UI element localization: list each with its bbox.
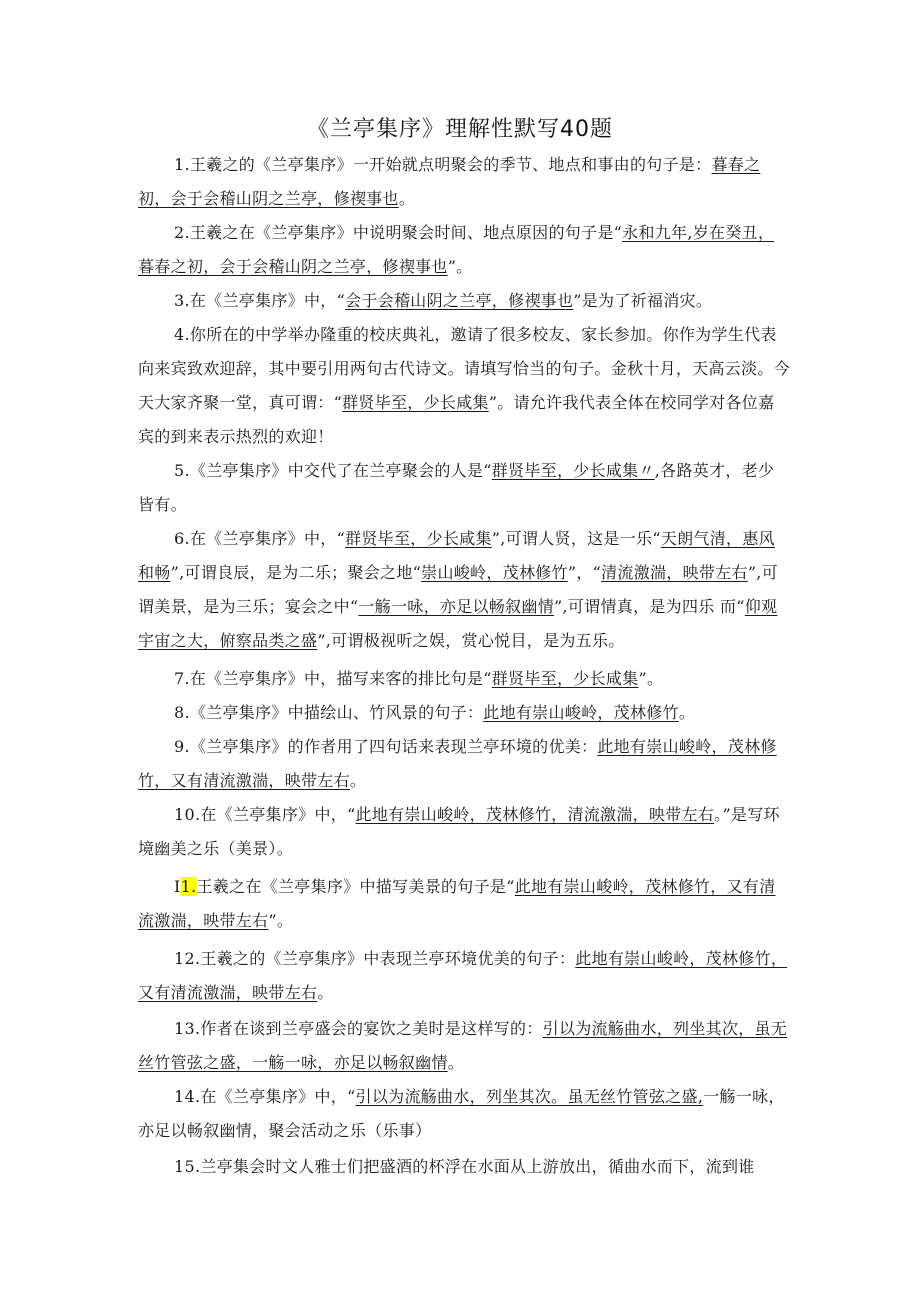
question-number: 3 [174, 291, 185, 310]
question-number: 7 [174, 669, 185, 688]
answer: 此地有崇山峻岭，茂林修竹，又有清流激湍，映带左右 [138, 949, 788, 1002]
question-number: 15 [174, 1157, 195, 1176]
question-10: 10.在《兰亭集序》中，“此地有崇山峻岭，茂林修竹，清流激湍，映带左右。”是写环境幽美之乐（美景）。 [138, 805, 780, 858]
answer: 此地有崇山峻岭，茂林修竹 [483, 703, 679, 722]
answer: 群贤毕至，少长咸集 [345, 529, 492, 548]
answer: 此地有崇山峻岭，茂林修竹，又有清流激湍，映带左右 [138, 737, 777, 790]
question-12: 12.王羲之的《兰亭集序》中表现兰亭环境优美的句子：此地有崇山峻岭，茂林修竹，又有清流激湍，映带左右。 [138, 949, 788, 1002]
question-3: 3.在《兰亭集序》中，“会于会稽山阴之兰亭，修禊事也”是为了祈福消灾。 [174, 291, 713, 310]
answer: 崇山峻岭，茂林修竹 [421, 563, 568, 582]
question-number: I [174, 877, 181, 896]
question-5: 5.《兰亭集序》中交代了在兰亭聚会的人是“群贤毕至，少长咸集〃,各路英才，老少皆有。 [138, 461, 775, 514]
answer: 群贤毕至，少长咸集〃 [491, 461, 655, 480]
answer: 暮春之初，会于会稽山阴之兰亭，修禊事也 [138, 155, 761, 208]
question-7: 7.在《兰亭集序》中，描写来客的排比句是“群贤毕至，少长咸集”。 [174, 669, 664, 688]
question-15: 15.兰亭集会时文人雅士们把盛酒的杯浮在水面从上游放出，循曲水而下，流到谁 [174, 1157, 755, 1176]
question-4: 4.你所在的中学举办隆重的校庆典礼，邀请了很多校友、家长参加。你作为学生代表向来宾致欢迎辞，其中要引用两句古代诗文。请填写恰当的句子。金秋十月，天高云淡。今天大家齐聚一堂，真可谓：“群贤毕至，少长咸集”。请允许我代表全体在校同学对各位嘉宾的到来表示热烈的欢迎！ [138, 325, 791, 446]
answer: 此地有崇山峻岭，茂林修竹，又有清流激湍，映带左右 [138, 877, 776, 930]
question-number: 8 [174, 703, 185, 722]
answer: 一觞一咏，亦足以畅叙幽情 [358, 597, 554, 616]
question-11: I1.王羲之在《兰亭集序》中描写美景的句子是“此地有崇山峻岭，茂林修竹，又有清流激湍，映带左右”。 [138, 877, 776, 930]
question-number: 12 [174, 949, 195, 968]
question-2: 2.王羲之在《兰亭集序》中说明聚会时间、地点原因的句子是“永和九年,岁在癸丑，暮春之初，会于会稽山阴之兰亭，修禊事也”。 [138, 223, 775, 276]
question-number: 4 [174, 325, 185, 344]
question-number: 6 [174, 529, 185, 548]
question-9: 9.《兰亭集序》的作者用了四句话来表现兰亭环境的优美：此地有崇山峻岭，茂林修竹，又有清流激湍，映带左右。 [138, 737, 777, 790]
document-title: 《兰亭集序》理解性默写40题 [307, 117, 613, 142]
highlighted-number: 1. [180, 877, 197, 896]
question-1: 1.王羲之的《兰亭集序》一开始就点明聚会的季节、地点和事由的句子是：暮春之初，会于会稽山阴之兰亭，修禊事也。 [138, 155, 761, 208]
question-number: 9 [174, 737, 185, 756]
answer: 清流激湍，映带左右 [601, 563, 748, 582]
question-number: 1 [174, 155, 185, 174]
question-14: 14.在《兰亭集序》中，“引以为流觞曲水，列坐其次。虽无丝竹管弦之盛,一觞一咏，亦足以畅叙幽情，聚会活动之乐（乐事） [138, 1087, 785, 1140]
question-number: 5 [174, 461, 185, 480]
answer: 此地有崇山峻岭，茂林修竹，清流激湍，映带左右 [355, 805, 715, 824]
question-6: 6.在《兰亭集序》中，“群贤毕至，少长咸集”,可谓人贤，这是一乐“天朗气清，惠风和畅”,可谓良辰，是为二乐；聚会之地“崇山峻岭，茂林修竹”，“清流激湍，映带左右”,可谓美景，是为三乐；宴会之中“一觞一咏，亦足以畅叙幽情”,可谓情真，是为四乐 而“仰观宇宙之大，俯察品类之盛”,可谓极视听之娱，赏心悦目，是为五乐。 [138, 529, 778, 650]
question-number: 2 [174, 223, 185, 242]
answer: 引以为流觞曲水，列坐其次。虽无丝竹管弦之盛, [355, 1087, 704, 1106]
answer: 会于会稽山阴之兰亭，修禊事也 [345, 291, 574, 310]
answer: 天朗气清，惠风和畅 [138, 529, 775, 582]
question-13: 13.作者在谈到兰亭盛会的宴饮之美时是这样写的：引以为流觞曲水，列坐其次，虽无丝竹管弦之盛，一觞一咏，亦足以畅叙幽情。 [138, 1019, 788, 1072]
answer: 仰观宇宙之大，俯察品类之盛 [138, 597, 778, 650]
question-number: 10 [174, 805, 195, 824]
question-8: 8.《兰亭集序》中描绘山、竹风景的句子：此地有崇山峻岭，茂林修竹。 [174, 703, 696, 722]
answer: 群贤毕至，少长咸集 [342, 393, 489, 412]
answer: 群贤毕至，少长咸集 [491, 669, 639, 688]
answer: 引以为流觞曲水，列坐其次，虽无丝竹管弦之盛，一觞一咏，亦足以畅叙幽情 [138, 1019, 788, 1072]
question-number: 13 [174, 1019, 195, 1038]
answer: 永和九年,岁在癸丑，暮春之初，会于会稽山阴之兰亭，修禊事也 [138, 223, 775, 276]
question-number: 14 [174, 1087, 195, 1106]
